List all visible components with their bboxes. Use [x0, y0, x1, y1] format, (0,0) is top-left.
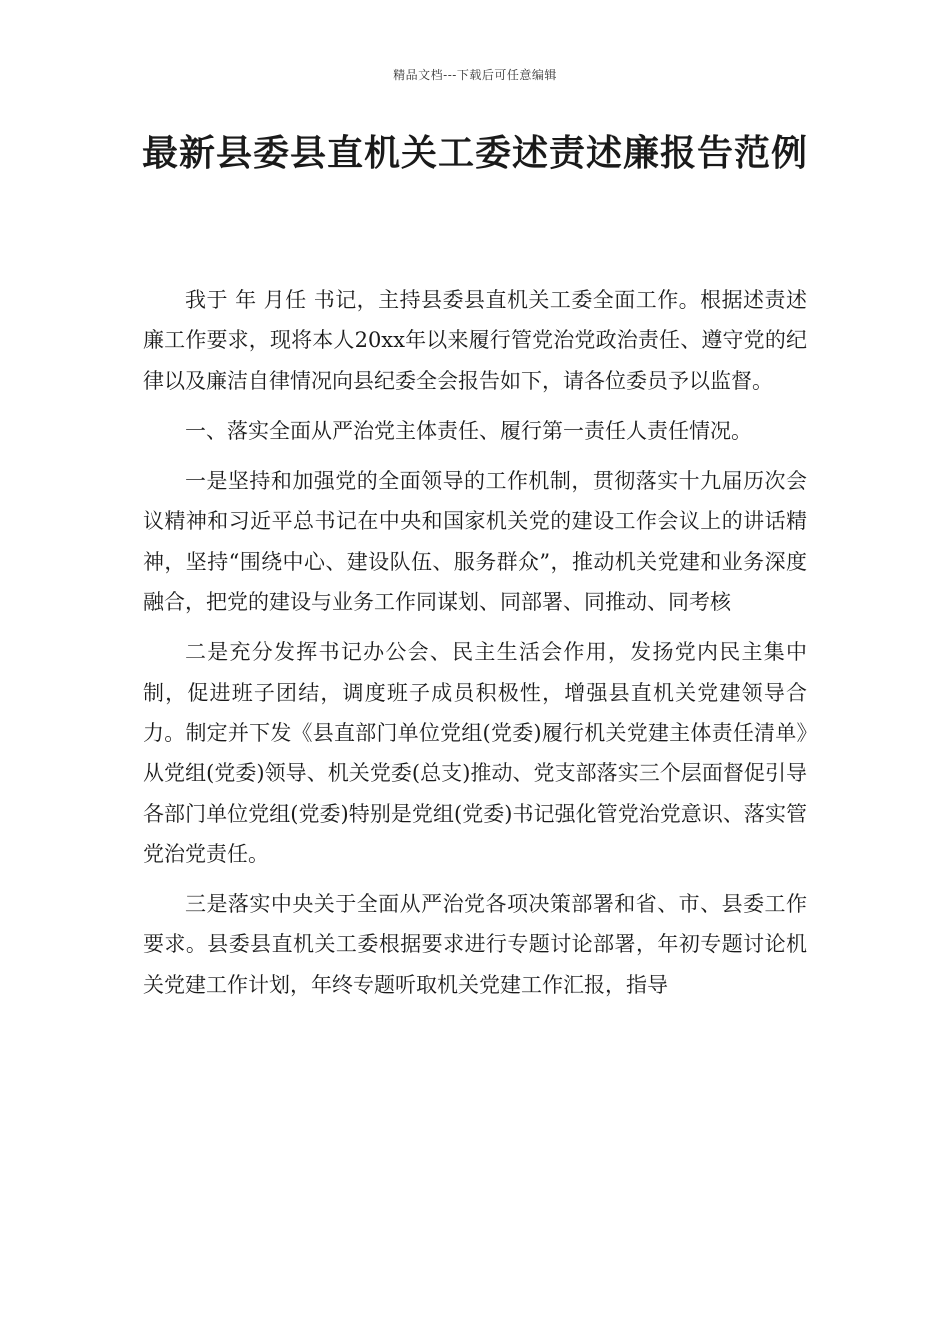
document-title: 最新县委县直机关工委述责述廉报告范例: [141, 133, 808, 174]
paragraph-intro: 我于 年 月任 书记，主持县委县直机关工委全面工作。根据述责述廉工作要求，现将本人20xx年以来履行管党治党政治责任、遵守党的纪律以及廉洁自律情况向县纪委全会报告如下，请各位委员予以监督。: [143, 288, 807, 393]
paragraph-section-heading: 一、落实全面从严治党主体责任、履行第一责任人责任情况。: [185, 418, 752, 443]
header-note: 精品文档---下载后可任意编辑: [393, 68, 557, 82]
paragraph-item-one: 一是坚持和加强党的全面领导的工作机制，贯彻落实十九届历次会议精神和习近平总书记在中央和国家机关党的建设工作会议上的讲话精神，坚持“围绕中心、建设队伍、服务群众”，推动机关党建和业务深度融合，把党的建设与业务工作同谋划、同部署、同推动、同考核: [143, 469, 807, 615]
document-body: [143, 280, 807, 1015]
paragraph-item-three: 三是落实中央关于全面从严治党各项决策部署和省、市、县委工作要求。县委县直机关工委根据要求进行专题讨论部署，年初专题讨论机关党建工作计划，年终专题听取机关党建工作汇报，指导: [143, 892, 807, 997]
paragraph-item-two: 二是充分发挥书记办公会、民主生活会作用，发扬党内民主集中制，促进班子团结，调度班子成员积极性，增强县直机关党建领导合力。制定并下发《县直部门单位党组(党委)履行机关党建主体责任清单》从党组(党委)领导、机关党委(总支)推动、党支部落实三个层面督促引导各部门单位党组(党委)特别是党组(党委)书记强化管党治党意识、落实管党治党责任。: [143, 640, 807, 866]
